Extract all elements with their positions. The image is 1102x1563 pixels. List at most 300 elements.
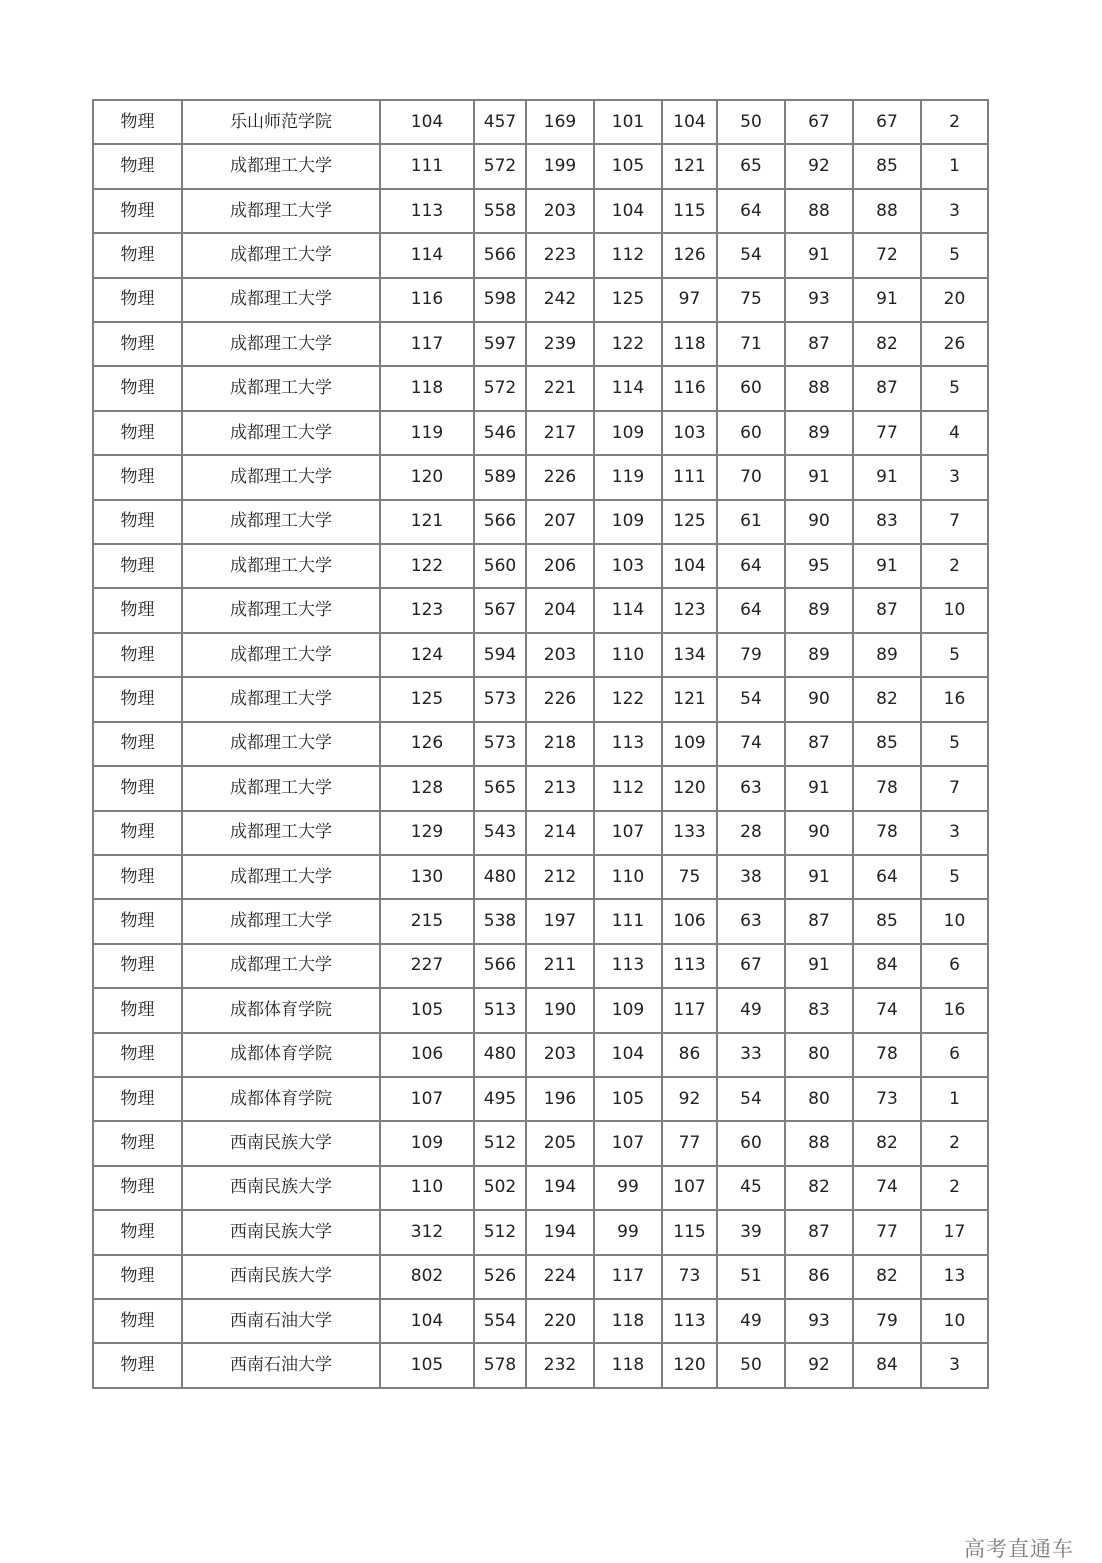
- table-row: [93, 766, 988, 810]
- col8-cell: 79: [717, 633, 785, 677]
- score-cell: 598: [474, 278, 526, 322]
- col8-cell: 60: [717, 366, 785, 410]
- col6-cell: 110: [594, 855, 662, 899]
- table-row: [93, 633, 988, 677]
- col5-cell: 169: [526, 100, 594, 144]
- col7-cell: 120: [662, 766, 717, 810]
- subject-cell: 物理: [93, 855, 182, 899]
- score-cell: 526: [474, 1255, 526, 1299]
- subject-cell: 物理: [93, 1255, 182, 1299]
- subject-cell: 物理: [93, 1121, 182, 1165]
- col7-cell: 126: [662, 233, 717, 277]
- col9-cell: 90: [785, 500, 853, 544]
- subject-cell: 物理: [93, 1343, 182, 1387]
- score-cell: 567: [474, 588, 526, 632]
- count-cell: 7: [921, 766, 988, 810]
- col5-cell: 207: [526, 500, 594, 544]
- col8-cell: 64: [717, 588, 785, 632]
- score-cell: 589: [474, 455, 526, 499]
- col10-cell: 78: [853, 811, 921, 855]
- code-cell: 123: [380, 588, 474, 632]
- count-cell: 16: [921, 677, 988, 721]
- subject-cell: 物理: [93, 1077, 182, 1121]
- col6-cell: 125: [594, 278, 662, 322]
- count-cell: 3: [921, 189, 988, 233]
- col10-cell: 84: [853, 944, 921, 988]
- col5-cell: 203: [526, 189, 594, 233]
- col9-cell: 87: [785, 322, 853, 366]
- score-cell: 597: [474, 322, 526, 366]
- col9-cell: 92: [785, 144, 853, 188]
- col6-cell: 109: [594, 411, 662, 455]
- count-cell: 17: [921, 1210, 988, 1254]
- subject-cell: 物理: [93, 988, 182, 1032]
- col6-cell: 107: [594, 1121, 662, 1165]
- score-cell: 502: [474, 1166, 526, 1210]
- subject-cell: 物理: [93, 633, 182, 677]
- col8-cell: 51: [717, 1255, 785, 1299]
- col7-cell: 134: [662, 633, 717, 677]
- count-cell: 7: [921, 500, 988, 544]
- col7-cell: 103: [662, 411, 717, 455]
- col9-cell: 88: [785, 366, 853, 410]
- col5-cell: 212: [526, 855, 594, 899]
- score-cell: 513: [474, 988, 526, 1032]
- col7-cell: 86: [662, 1033, 717, 1077]
- col9-cell: 93: [785, 1299, 853, 1343]
- code-cell: 129: [380, 811, 474, 855]
- code-cell: 114: [380, 233, 474, 277]
- school-cell: 成都理工大学: [182, 455, 380, 499]
- score-cell: 566: [474, 500, 526, 544]
- col6-cell: 103: [594, 544, 662, 588]
- col10-cell: 82: [853, 322, 921, 366]
- col9-cell: 87: [785, 899, 853, 943]
- col8-cell: 67: [717, 944, 785, 988]
- col8-cell: 50: [717, 100, 785, 144]
- score-cell: 554: [474, 1299, 526, 1343]
- code-cell: 116: [380, 278, 474, 322]
- count-cell: 1: [921, 144, 988, 188]
- code-cell: 125: [380, 677, 474, 721]
- col9-cell: 82: [785, 1166, 853, 1210]
- col10-cell: 72: [853, 233, 921, 277]
- code-cell: 122: [380, 544, 474, 588]
- col6-cell: 105: [594, 144, 662, 188]
- table-row: [93, 100, 988, 144]
- col7-cell: 73: [662, 1255, 717, 1299]
- subject-cell: 物理: [93, 544, 182, 588]
- code-cell: 109: [380, 1121, 474, 1165]
- col5-cell: 224: [526, 1255, 594, 1299]
- col8-cell: 64: [717, 189, 785, 233]
- col5-cell: 196: [526, 1077, 594, 1121]
- score-cell: 495: [474, 1077, 526, 1121]
- col10-cell: 87: [853, 366, 921, 410]
- col7-cell: 106: [662, 899, 717, 943]
- col7-cell: 104: [662, 544, 717, 588]
- count-cell: 3: [921, 811, 988, 855]
- col8-cell: 65: [717, 144, 785, 188]
- code-cell: 113: [380, 189, 474, 233]
- col6-cell: 113: [594, 722, 662, 766]
- col7-cell: 125: [662, 500, 717, 544]
- col7-cell: 115: [662, 1210, 717, 1254]
- col6-cell: 109: [594, 988, 662, 1032]
- col8-cell: 64: [717, 544, 785, 588]
- col10-cell: 74: [853, 988, 921, 1032]
- subject-cell: 物理: [93, 500, 182, 544]
- col9-cell: 87: [785, 1210, 853, 1254]
- col8-cell: 54: [717, 1077, 785, 1121]
- subject-cell: 物理: [93, 1166, 182, 1210]
- col10-cell: 79: [853, 1299, 921, 1343]
- col8-cell: 61: [717, 500, 785, 544]
- col8-cell: 63: [717, 766, 785, 810]
- col9-cell: 90: [785, 811, 853, 855]
- table-row: [93, 588, 988, 632]
- col5-cell: 226: [526, 455, 594, 499]
- col9-cell: 87: [785, 722, 853, 766]
- col8-cell: 75: [717, 278, 785, 322]
- col7-cell: 75: [662, 855, 717, 899]
- table-row: [93, 1343, 988, 1387]
- score-cell: 566: [474, 233, 526, 277]
- school-cell: 成都理工大学: [182, 278, 380, 322]
- col7-cell: 118: [662, 322, 717, 366]
- school-cell: 西南民族大学: [182, 1210, 380, 1254]
- score-cell: 572: [474, 366, 526, 410]
- code-cell: 117: [380, 322, 474, 366]
- count-cell: 5: [921, 855, 988, 899]
- table-row: [93, 677, 988, 721]
- col9-cell: 89: [785, 588, 853, 632]
- col7-cell: 107: [662, 1166, 717, 1210]
- school-cell: 西南石油大学: [182, 1299, 380, 1343]
- subject-cell: 物理: [93, 144, 182, 188]
- col7-cell: 109: [662, 722, 717, 766]
- school-cell: 成都理工大学: [182, 811, 380, 855]
- col7-cell: 92: [662, 1077, 717, 1121]
- school-cell: 成都理工大学: [182, 544, 380, 588]
- col7-cell: 113: [662, 1299, 717, 1343]
- table-row: [93, 278, 988, 322]
- subject-cell: 物理: [93, 588, 182, 632]
- subject-cell: 物理: [93, 722, 182, 766]
- table-row: [93, 455, 988, 499]
- school-cell: 成都理工大学: [182, 233, 380, 277]
- school-cell: 乐山师范学院: [182, 100, 380, 144]
- score-cell: 572: [474, 144, 526, 188]
- col9-cell: 93: [785, 278, 853, 322]
- col5-cell: 217: [526, 411, 594, 455]
- col6-cell: 114: [594, 366, 662, 410]
- col9-cell: 90: [785, 677, 853, 721]
- score-cell: 457: [474, 100, 526, 144]
- col10-cell: 85: [853, 144, 921, 188]
- score-cell: 573: [474, 677, 526, 721]
- col6-cell: 99: [594, 1210, 662, 1254]
- col5-cell: 221: [526, 366, 594, 410]
- subject-cell: 物理: [93, 1299, 182, 1343]
- col7-cell: 77: [662, 1121, 717, 1165]
- count-cell: 2: [921, 1121, 988, 1165]
- col6-cell: 104: [594, 189, 662, 233]
- col7-cell: 117: [662, 988, 717, 1032]
- count-cell: 5: [921, 233, 988, 277]
- table-row: [93, 722, 988, 766]
- col5-cell: 203: [526, 1033, 594, 1077]
- school-cell: 西南民族大学: [182, 1121, 380, 1165]
- col6-cell: 110: [594, 633, 662, 677]
- subject-cell: 物理: [93, 366, 182, 410]
- school-cell: 成都理工大学: [182, 899, 380, 943]
- col9-cell: 86: [785, 1255, 853, 1299]
- school-cell: 西南民族大学: [182, 1166, 380, 1210]
- code-cell: 130: [380, 855, 474, 899]
- col6-cell: 119: [594, 455, 662, 499]
- col7-cell: 120: [662, 1343, 717, 1387]
- col10-cell: 82: [853, 1121, 921, 1165]
- col7-cell: 111: [662, 455, 717, 499]
- col6-cell: 122: [594, 677, 662, 721]
- col5-cell: 239: [526, 322, 594, 366]
- code-cell: 119: [380, 411, 474, 455]
- code-cell: 110: [380, 1166, 474, 1210]
- count-cell: 10: [921, 588, 988, 632]
- col5-cell: 232: [526, 1343, 594, 1387]
- col10-cell: 88: [853, 189, 921, 233]
- subject-cell: 物理: [93, 278, 182, 322]
- school-cell: 成都理工大学: [182, 144, 380, 188]
- col9-cell: 91: [785, 855, 853, 899]
- col10-cell: 83: [853, 500, 921, 544]
- col5-cell: 204: [526, 588, 594, 632]
- code-cell: 128: [380, 766, 474, 810]
- subject-cell: 物理: [93, 100, 182, 144]
- col5-cell: 218: [526, 722, 594, 766]
- col5-cell: 242: [526, 278, 594, 322]
- col8-cell: 70: [717, 455, 785, 499]
- col8-cell: 63: [717, 899, 785, 943]
- table-row: [93, 1077, 988, 1121]
- count-cell: 6: [921, 1033, 988, 1077]
- col8-cell: 54: [717, 677, 785, 721]
- col9-cell: 67: [785, 100, 853, 144]
- score-cell: 538: [474, 899, 526, 943]
- col10-cell: 85: [853, 722, 921, 766]
- school-cell: 成都理工大学: [182, 766, 380, 810]
- score-cell: 594: [474, 633, 526, 677]
- table-row: [93, 1121, 988, 1165]
- count-cell: 26: [921, 322, 988, 366]
- score-cell: 512: [474, 1210, 526, 1254]
- col10-cell: 91: [853, 544, 921, 588]
- col5-cell: 211: [526, 944, 594, 988]
- school-cell: 成都理工大学: [182, 677, 380, 721]
- count-cell: 20: [921, 278, 988, 322]
- table-row: [93, 1299, 988, 1343]
- code-cell: 227: [380, 944, 474, 988]
- col5-cell: 203: [526, 633, 594, 677]
- table-row: [93, 1210, 988, 1254]
- count-cell: 5: [921, 633, 988, 677]
- col7-cell: 104: [662, 100, 717, 144]
- col9-cell: 91: [785, 233, 853, 277]
- col10-cell: 67: [853, 100, 921, 144]
- col8-cell: 74: [717, 722, 785, 766]
- col10-cell: 73: [853, 1077, 921, 1121]
- code-cell: 802: [380, 1255, 474, 1299]
- col10-cell: 77: [853, 1210, 921, 1254]
- col7-cell: 115: [662, 189, 717, 233]
- col10-cell: 85: [853, 899, 921, 943]
- school-cell: 成都理工大学: [182, 500, 380, 544]
- subject-cell: 物理: [93, 455, 182, 499]
- table-row: [93, 899, 988, 943]
- score-cell: 543: [474, 811, 526, 855]
- count-cell: 16: [921, 988, 988, 1032]
- col6-cell: 107: [594, 811, 662, 855]
- count-cell: 10: [921, 1299, 988, 1343]
- col7-cell: 116: [662, 366, 717, 410]
- count-cell: 2: [921, 544, 988, 588]
- col10-cell: 84: [853, 1343, 921, 1387]
- subject-cell: 物理: [93, 677, 182, 721]
- col10-cell: 78: [853, 766, 921, 810]
- subject-cell: 物理: [93, 811, 182, 855]
- col10-cell: 89: [853, 633, 921, 677]
- col9-cell: 88: [785, 1121, 853, 1165]
- col9-cell: 91: [785, 766, 853, 810]
- col10-cell: 64: [853, 855, 921, 899]
- school-cell: 成都理工大学: [182, 633, 380, 677]
- count-cell: 4: [921, 411, 988, 455]
- col9-cell: 91: [785, 455, 853, 499]
- col5-cell: 194: [526, 1166, 594, 1210]
- school-cell: 成都理工大学: [182, 322, 380, 366]
- col7-cell: 121: [662, 144, 717, 188]
- col6-cell: 112: [594, 233, 662, 277]
- code-cell: 118: [380, 366, 474, 410]
- school-cell: 成都理工大学: [182, 411, 380, 455]
- col5-cell: 206: [526, 544, 594, 588]
- col5-cell: 220: [526, 1299, 594, 1343]
- col5-cell: 194: [526, 1210, 594, 1254]
- col8-cell: 45: [717, 1166, 785, 1210]
- subject-cell: 物理: [93, 189, 182, 233]
- table-row: [93, 1033, 988, 1077]
- col8-cell: 28: [717, 811, 785, 855]
- score-table: [92, 99, 989, 1389]
- count-cell: 2: [921, 100, 988, 144]
- table-row: [93, 855, 988, 899]
- col6-cell: 105: [594, 1077, 662, 1121]
- count-cell: 6: [921, 944, 988, 988]
- table-row: [93, 411, 988, 455]
- code-cell: 215: [380, 899, 474, 943]
- score-cell: 558: [474, 189, 526, 233]
- table-row: [93, 144, 988, 188]
- code-cell: 104: [380, 100, 474, 144]
- col10-cell: 91: [853, 455, 921, 499]
- col6-cell: 101: [594, 100, 662, 144]
- col9-cell: 83: [785, 988, 853, 1032]
- col8-cell: 71: [717, 322, 785, 366]
- code-cell: 111: [380, 144, 474, 188]
- col6-cell: 111: [594, 899, 662, 943]
- col5-cell: 214: [526, 811, 594, 855]
- code-cell: 105: [380, 1343, 474, 1387]
- col6-cell: 114: [594, 588, 662, 632]
- col9-cell: 92: [785, 1343, 853, 1387]
- count-cell: 5: [921, 722, 988, 766]
- col10-cell: 82: [853, 1255, 921, 1299]
- col7-cell: 121: [662, 677, 717, 721]
- code-cell: 105: [380, 988, 474, 1032]
- col10-cell: 74: [853, 1166, 921, 1210]
- school-cell: 成都理工大学: [182, 189, 380, 233]
- col6-cell: 122: [594, 322, 662, 366]
- table-body: [93, 100, 988, 1388]
- subject-cell: 物理: [93, 411, 182, 455]
- count-cell: 3: [921, 455, 988, 499]
- subject-cell: 物理: [93, 1210, 182, 1254]
- code-cell: 106: [380, 1033, 474, 1077]
- col10-cell: 87: [853, 588, 921, 632]
- school-cell: 西南民族大学: [182, 1255, 380, 1299]
- score-cell: 560: [474, 544, 526, 588]
- col9-cell: 88: [785, 189, 853, 233]
- code-cell: 104: [380, 1299, 474, 1343]
- col5-cell: 223: [526, 233, 594, 277]
- col6-cell: 118: [594, 1299, 662, 1343]
- col6-cell: 99: [594, 1166, 662, 1210]
- col9-cell: 80: [785, 1077, 853, 1121]
- count-cell: 13: [921, 1255, 988, 1299]
- subject-cell: 物理: [93, 899, 182, 943]
- count-cell: 10: [921, 899, 988, 943]
- col5-cell: 190: [526, 988, 594, 1032]
- col6-cell: 117: [594, 1255, 662, 1299]
- subject-cell: 物理: [93, 766, 182, 810]
- school-cell: 成都理工大学: [182, 588, 380, 632]
- table-row: [93, 233, 988, 277]
- col8-cell: 38: [717, 855, 785, 899]
- school-cell: 成都体育学院: [182, 988, 380, 1032]
- col9-cell: 91: [785, 944, 853, 988]
- col9-cell: 80: [785, 1033, 853, 1077]
- subject-cell: 物理: [93, 233, 182, 277]
- score-cell: 512: [474, 1121, 526, 1165]
- col6-cell: 104: [594, 1033, 662, 1077]
- col9-cell: 95: [785, 544, 853, 588]
- col6-cell: 109: [594, 500, 662, 544]
- col7-cell: 123: [662, 588, 717, 632]
- col5-cell: 197: [526, 899, 594, 943]
- count-cell: 5: [921, 366, 988, 410]
- score-cell: 480: [474, 855, 526, 899]
- col10-cell: 91: [853, 278, 921, 322]
- score-cell: 480: [474, 1033, 526, 1077]
- subject-cell: 物理: [93, 944, 182, 988]
- col10-cell: 82: [853, 677, 921, 721]
- code-cell: 107: [380, 1077, 474, 1121]
- col6-cell: 113: [594, 944, 662, 988]
- score-cell: 546: [474, 411, 526, 455]
- school-cell: 成都理工大学: [182, 366, 380, 410]
- table-row: [93, 811, 988, 855]
